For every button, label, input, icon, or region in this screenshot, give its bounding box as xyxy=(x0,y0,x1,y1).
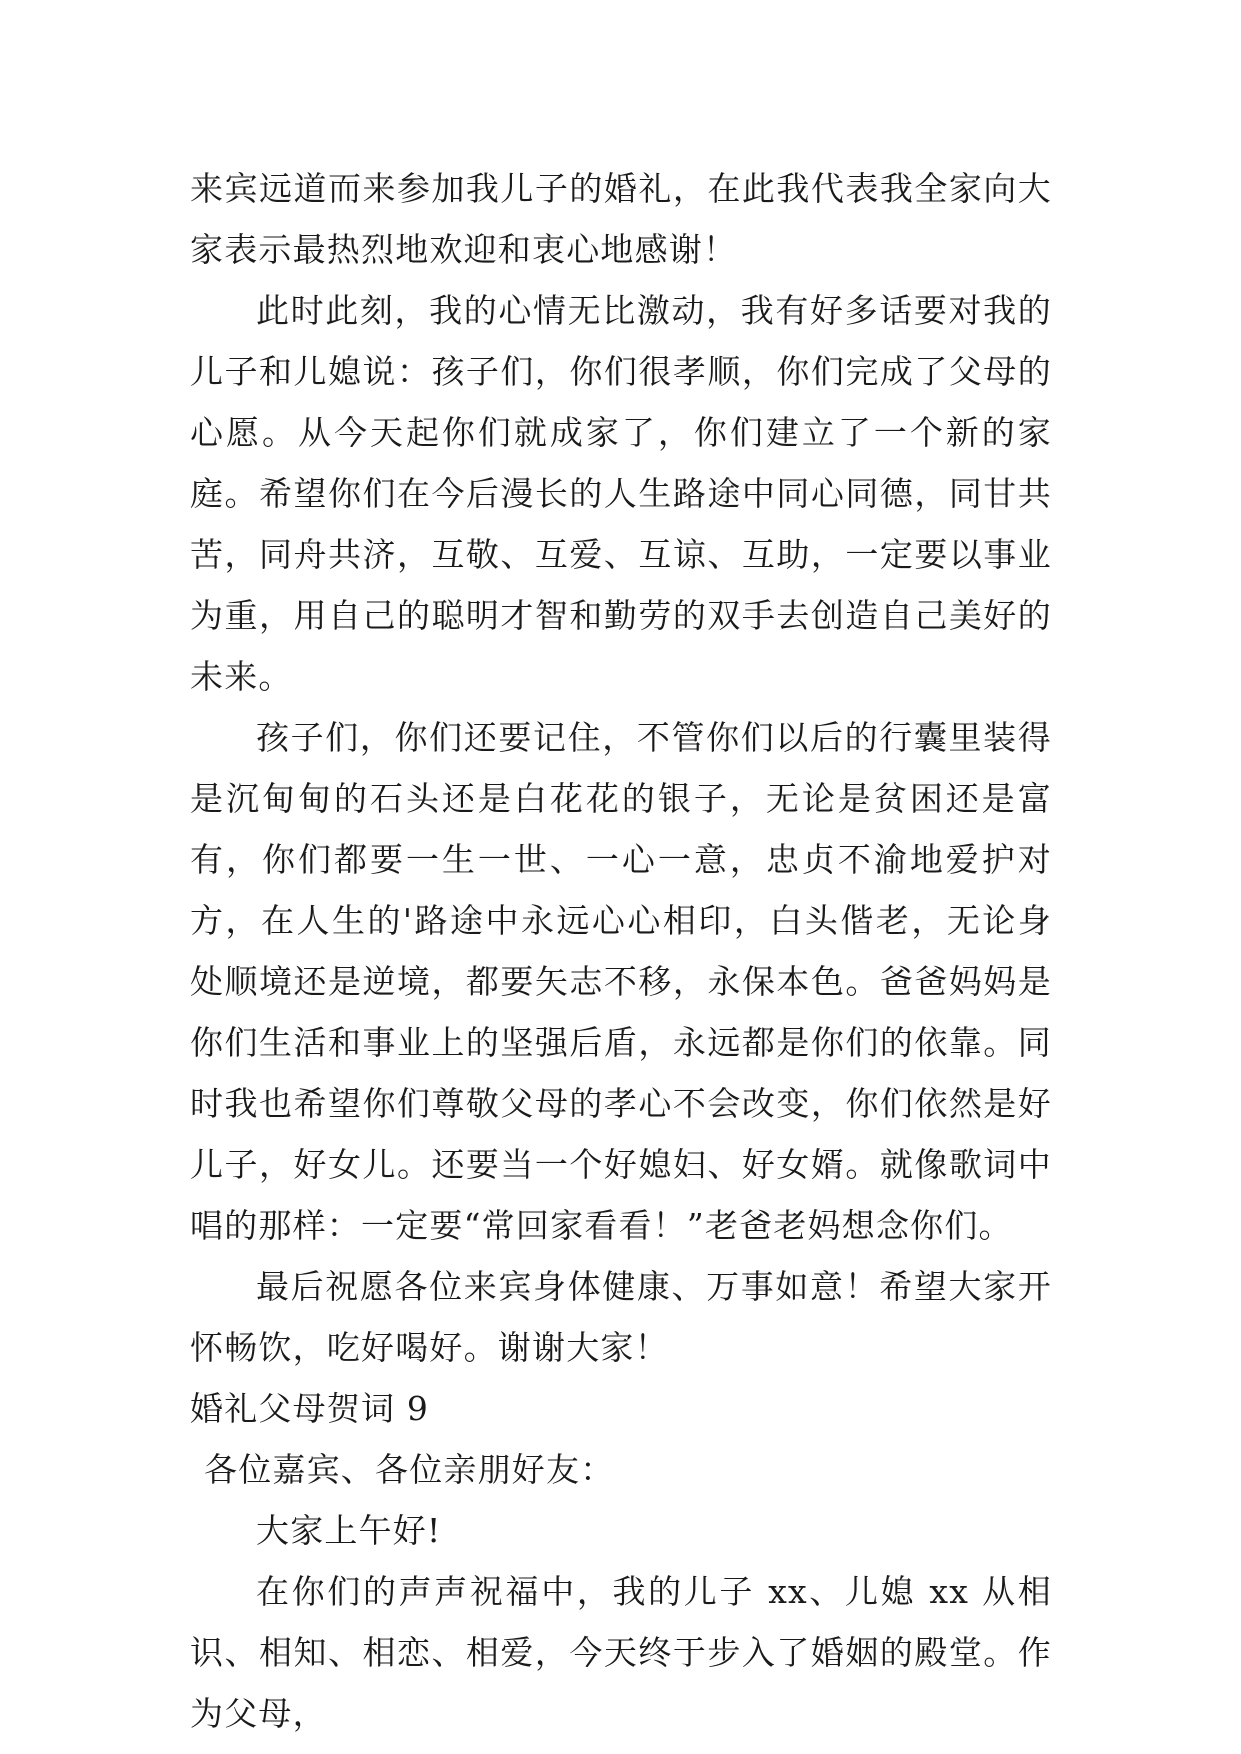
paragraph-welcome: 来宾远道而来参加我儿子的婚礼，在此我代表我全家向大家表示最热烈地欢迎和衷心地感谢！ xyxy=(190,169,1052,269)
section-title: 婚礼父母贺词 9 xyxy=(190,1389,430,1428)
paragraph-toast: 最后祝愿各位来宾身体健康、万事如意！希望大家开怀畅饮，吃好喝好。谢谢大家！ xyxy=(190,1267,1052,1367)
paragraph-advice: 孩子们，你们还要记住，不管你们以后的行囊里装得是沉甸甸的石头还是白花花的银子，无论是贫困还是富有，你们都要一生一世、一心一意，忠贞不渝地爱护对方，在人生的'路途中永远心心相印，白头偕老，无论身处顺境还是逆境，都要矢志不移，永保本色。爸爸妈妈是你们生活和事业上的坚强后盾，永远都是你们的依靠。同时我也希望你们尊敬父母的孝心不会改变，你们依然是好儿子，好女儿。还要当一个好媳妇、好女婿。就像歌词中唱的那样：一定要“常回家看看！”老爸老妈想念你们。 xyxy=(190,718,1052,1245)
document-body xyxy=(190,158,1052,1744)
paragraph-opening: 在你们的声声祝福中，我的儿子 xx、儿媳 xx 从相识、相知、相恋、相爱，今天终于步入了婚姻的殿堂。作为父母， xyxy=(190,1572,1052,1733)
salutation: 各位嘉宾、各位亲朋好友： xyxy=(204,1450,615,1489)
paragraph-message-to-children: 此时此刻，我的心情无比激动，我有好多话要对我的儿子和儿媳说：孩子们，你们很孝顺，你们完成了父母的心愿。从今天起你们就成家了，你们建立了一个新的家庭。希望你们在今后漫长的人生路途中同心同德，同甘共苦，同舟共济，互敬、互爱、互谅、互助，一定要以事业为重，用自己的聪明才智和勤劳的双手去创造自己美好的未来。 xyxy=(190,291,1052,696)
greeting-line: 大家上午好! xyxy=(256,1511,442,1550)
